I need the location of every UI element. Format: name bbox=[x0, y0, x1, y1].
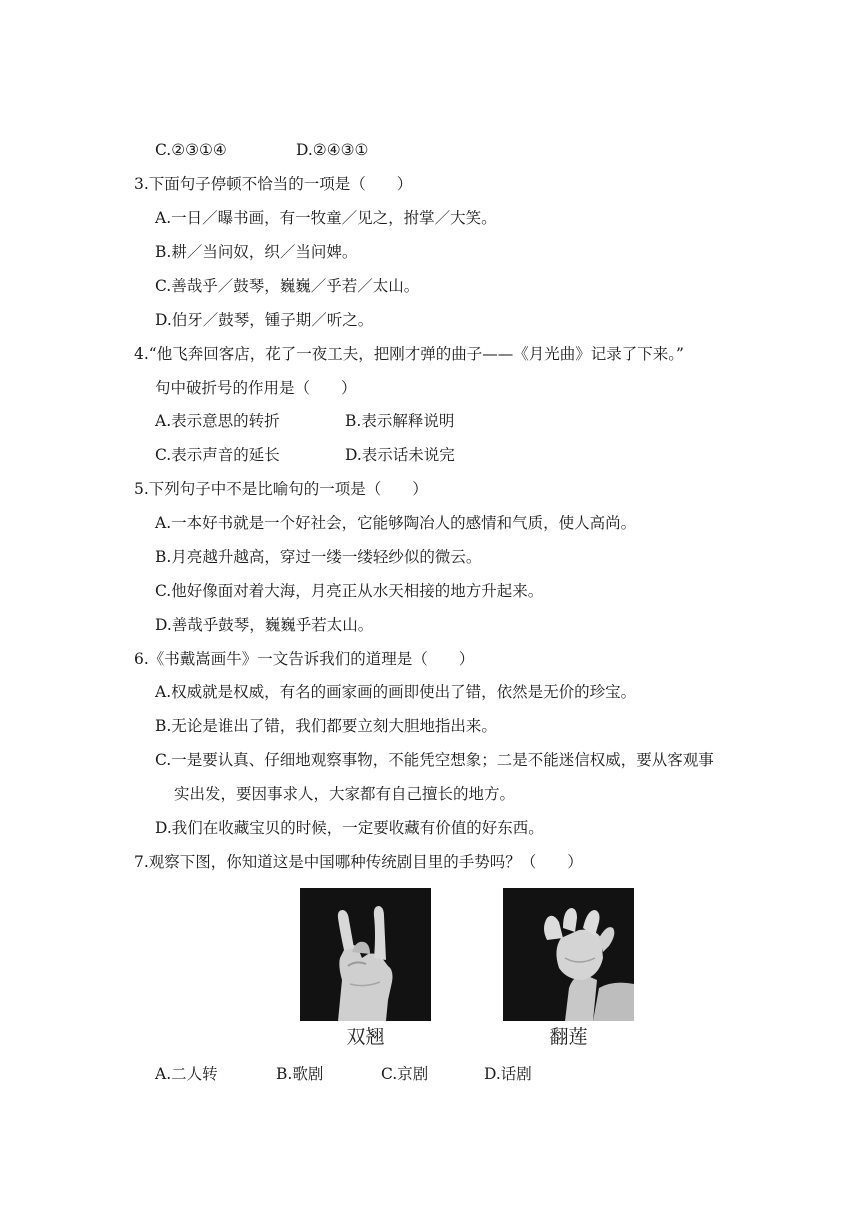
q5-option-b: B.月亮越升越高，穿过一缕一缕轻纱似的微云。 bbox=[155, 548, 482, 566]
q6-option-c-line2: 实出发，要因事求人，大家都有自己擅长的地方。 bbox=[174, 785, 516, 803]
q7-option-d: D.话剧 bbox=[484, 1065, 532, 1083]
q2-option-c: C.②③①④ bbox=[155, 141, 227, 159]
q3-stem: 3.下面句子停顿不恰当的一项是（ ） bbox=[134, 175, 413, 193]
q3-option-c: C.善哉乎／鼓琴，巍巍／乎若／太山。 bbox=[155, 277, 420, 295]
q6-stem: 6.《书戴嵩画牛》一文告诉我们的道理是（ ） bbox=[134, 650, 475, 668]
hand-gesture-shuangqiao-photo bbox=[300, 888, 431, 1021]
q3-option-a: A.一日／曝书画，有一牧童／见之，拊掌／大笑。 bbox=[155, 209, 497, 227]
q6-option-b: B.无论是谁出了错，我们都要立刻大胆地指出来。 bbox=[155, 717, 497, 735]
q4-option-c: C.表示声音的延长 bbox=[155, 446, 280, 464]
q5-option-d: D.善哉乎鼓琴，巍巍乎若太山。 bbox=[155, 616, 374, 634]
q5-stem: 5.下列句子中不是比喻句的一项是（ ） bbox=[134, 480, 428, 498]
figure-caption-fanlian: 翻莲 bbox=[549, 1026, 588, 1048]
q7-stem: 7.观察下图，你知道这是中国哪种传统剧目里的手势吗？（ ） bbox=[134, 853, 583, 871]
q7-option-b: B.歌剧 bbox=[276, 1065, 324, 1083]
q7-option-a: A.二人转 bbox=[155, 1065, 218, 1083]
q4-stem-line1: 4.“他飞奔回客店，花了一夜工夫，把刚才弹的曲子——《月光曲》记录了下来。” bbox=[134, 345, 684, 363]
q4-option-b: B.表示解释说明 bbox=[345, 412, 455, 430]
q3-option-d: D.伯牙／鼓琴，锺子期／听之。 bbox=[155, 311, 374, 329]
hand-gesture-fanlian-icon bbox=[503, 888, 634, 1021]
q4-option-d: D.表示话未说完 bbox=[345, 446, 455, 464]
q7-option-c: C.京剧 bbox=[381, 1065, 429, 1083]
hand-gesture-shuangqiao-icon bbox=[300, 888, 431, 1021]
q6-option-c-line1: C.一是要认真、仔细地观察事物，不能凭空想象；二是不能迷信权威，要从客观事 bbox=[155, 751, 714, 769]
q5-option-a: A.一本好书就是一个好社会，它能够陶冶人的感情和气质，使人高尚。 bbox=[155, 514, 637, 532]
q5-option-c: C.他好像面对着大海，月亮正从水天相接的地方升起来。 bbox=[155, 582, 544, 600]
q4-stem-line2: 句中破折号的作用是（ ） bbox=[155, 379, 357, 397]
q4-option-a: A.表示意思的转折 bbox=[155, 412, 280, 430]
q3-option-b: B.耕／当问奴，织／当问婢。 bbox=[155, 243, 358, 261]
q2-option-d: D.②④③① bbox=[296, 141, 369, 159]
figure-caption-shuangqiao: 双翘 bbox=[346, 1026, 385, 1048]
q6-option-a: A.权威就是权威，有名的画家画的画即使出了错，依然是无价的珍宝。 bbox=[155, 683, 637, 701]
hand-gesture-fanlian-photo bbox=[503, 888, 634, 1021]
q6-option-d: D.我们在收藏宝贝的时候，一定要收藏有价值的好东西。 bbox=[155, 819, 544, 837]
